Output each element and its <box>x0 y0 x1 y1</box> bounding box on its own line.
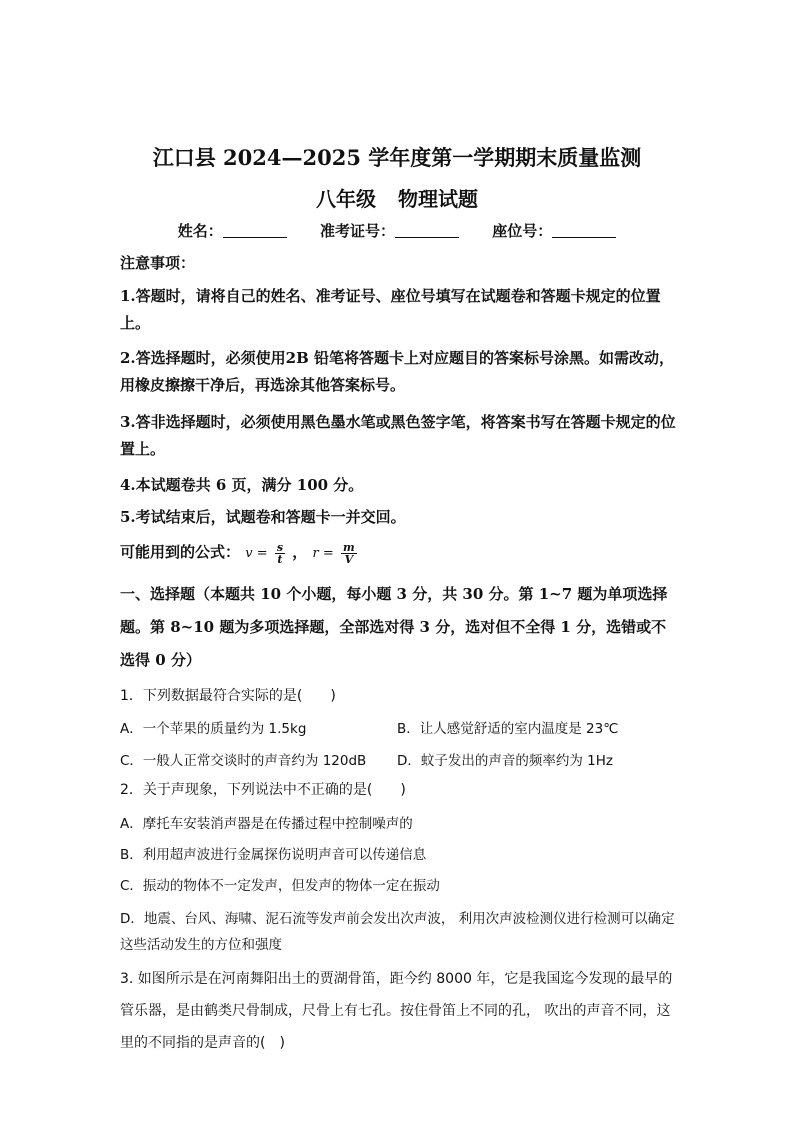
question-1-stem: 1．下列数据最符合实际的是( ) <box>120 688 336 704</box>
notes-heading: 注意事项： <box>120 254 196 272</box>
formula-speed-lhs: v = <box>245 546 268 561</box>
name-blank-line <box>223 223 287 238</box>
seat-field <box>492 220 616 241</box>
exam-id-blank-line <box>395 223 459 238</box>
question-2-stem: 2．关于声现象，下列说法中不正确的是( ) <box>120 782 406 798</box>
formula-speed-denominator: t <box>277 552 283 566</box>
grade-label: 八年级 <box>316 187 376 211</box>
exam-id-field <box>320 220 459 241</box>
note-item-1: 1.答题时，请将自己的姓名、准考证号、座位号填写在试题卷和答题卡规定的位置上。 <box>120 287 661 332</box>
exam-subtitle <box>0 183 794 212</box>
q1-option-c: C．一般人正常交谈时的声音约为 120dB <box>120 753 367 769</box>
name-label: 姓名： <box>177 222 223 240</box>
formula-speed-fraction <box>275 542 285 565</box>
note-item-4: 4.本试题卷共 6 页，满分 100 分。 <box>120 476 364 494</box>
note-item-3: 3.答非选择题时，必须使用黑色墨水笔或黑色签字笔，将答案书写在答题卡规定的位置上。 <box>120 413 676 458</box>
seat-label: 座位号： <box>492 222 553 240</box>
note-item-5: 5.考试结束后，试题卷和答题卡一并交回。 <box>120 508 406 526</box>
formula-separator: ， <box>292 543 308 561</box>
formula-density-numerator: m <box>343 540 355 554</box>
subject-label: 物理试题 <box>398 187 478 211</box>
q1-option-d: D．蚊子发出的声音的频率约为 1Hz <box>397 753 614 769</box>
exam-title: 江口县 2024—2025 学年度第一学期期末质量监测 <box>152 145 642 170</box>
q1-option-a: A．一个苹果的质量约为 1.5kg <box>120 721 307 737</box>
candidate-info-row <box>0 220 794 241</box>
exam-id-label: 准考证号： <box>319 222 395 240</box>
q2-option-d: D．地震、台风、海啸、泥石流等发声前会发出次声波， 利用次声波检测仪进行检测可以确定这些活动发生的方位和强度 <box>120 911 675 953</box>
note-item-2: 2.答选择题时，必须使用2B 铅笔将答题卡上对应题目的答案标号涂黑。如需改动，用橡皮擦擦干净后，再选涂其他答案标号。 <box>120 349 675 394</box>
formula-line <box>120 539 680 567</box>
formula-speed-numerator: s <box>276 540 284 554</box>
question-3-stem: 3. 如图所示是在河南舞阳出土的贾湖骨笛，距今约 8000 年，它是我国迄今发现的最早的管乐器，是由鹤类尺骨制成，尺骨上有七孔。按住骨笛上不同的孔， 吹出的声音不同，这里的不同指的是声音的( ) <box>120 971 673 1051</box>
name-field <box>178 220 287 241</box>
formula-density-fraction <box>341 542 357 565</box>
section-1-heading: 一、选择题（本题共 10 个小题，每小题 3 分，共 30 分。第 1~7 题为单项选择题。第 8~10 题为多项选择题，全部选对得 3 分，选对但不全得 1 分，选错或不选得 0 分） <box>120 585 668 669</box>
seat-blank-line <box>552 223 616 238</box>
formula-density-denominator: V <box>344 552 354 566</box>
q2-option-b: B．利用超声波进行金属探伤说明声音可以传递信息 <box>120 847 427 863</box>
q2-option-c: C．振动的物体不一定发声，但发声的物体一定在振动 <box>120 878 440 894</box>
q1-option-b: B．让人感觉舒适的室内温度是 23℃ <box>397 721 619 737</box>
formula-label: 可能用到的公式： <box>120 543 241 561</box>
q2-option-a: A．摩托车安装消声器是在传播过程中控制噪声的 <box>120 816 413 832</box>
formula-density-lhs: r = <box>312 546 334 561</box>
